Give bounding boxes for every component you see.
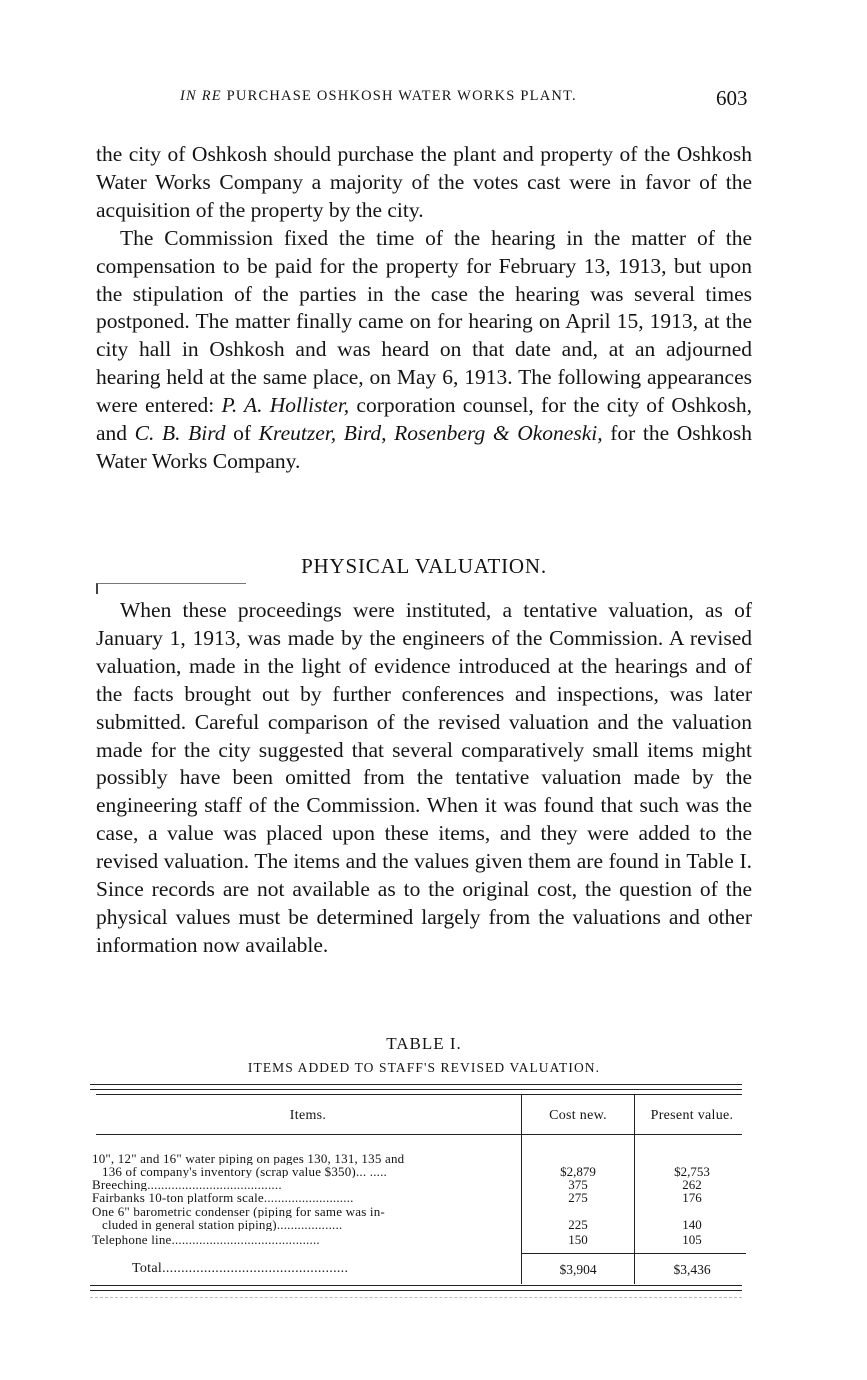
row-3-item: Fairbanks 10-ton platform scale.......................... — [92, 1191, 354, 1204]
counsel-2-of: of — [233, 421, 252, 446]
total-rule — [521, 1253, 746, 1254]
intro-paragraph-2 — [96, 225, 752, 476]
counsel-1-role: corporation counsel, for the city of Oshkosh, and — [96, 393, 752, 446]
section-heading: PHYSICAL VALUATION. — [301, 554, 547, 578]
table-bottom-rule-3 — [90, 1297, 742, 1298]
column-header-present-value: Present value. — [650, 1108, 734, 1123]
running-head-title: PURCHASE OSHKOSH WATER WORKS PLANT. — [226, 88, 577, 104]
row-1-cost-new: $2,879 — [560, 1164, 596, 1179]
intro-paragraph-1: the city of Oshkosh should purchase the plant and property of the Oshkosh Water Works Company a majority of the votes cast were in favor of the acquisition of the property by the city. — [96, 142, 752, 222]
row-1-present-value: $2,753 — [674, 1164, 710, 1179]
paragraph-corner-mark — [96, 583, 246, 594]
page-number: 603 — [716, 86, 748, 110]
table-top-rule-2 — [90, 1089, 742, 1090]
valuation-paragraph: When these proceedings were instituted, a tentative valuation, as of January 1, 1913, was made by the engineers of the Commission. A revised valuation, made in the light of evidence introduced at the hearings and of the facts brought out by further conferences and inspections, was later submitted. Careful comparison of the revised valuation and the valuation made for the city suggested that several comparatively small items might possibly have been omitted from the tentative valuation made by the engineering staff of the Commission. When it was found that such was the case, a value was placed upon these items, and they were added to the revised valuation. The items and the values given them are found in Table I. Since records are not available as to the original cost, the question of the physical values must be determined largely from the valuations and other information now available. — [96, 598, 752, 957]
header-rule — [96, 1134, 742, 1135]
running-head-italic: IN RE — [180, 88, 222, 104]
row-5-cost-new: 150 — [568, 1232, 588, 1247]
row-1-item-line-2: 136 of company's inventory (scrap value $350)... ..... — [102, 1165, 387, 1178]
row-1-item-line-1: 10", 12" and 16" water piping on pages 130, 131, 135 and — [92, 1152, 405, 1165]
hearing-text: The Commission fixed the time of the hearing in the matter of the compensation to be paid for the property for February 13, 1913, but upon the stipulation of the parties in the case the hearing was several times postponed. The matter finally came on for hearing on April 15, 1913, at the city hall in Oshkosh and was heard on that date and, at an adjourned hearing held at the same place, on May 6, 1913. The following appearances were entered: — [96, 225, 752, 418]
running-head — [180, 88, 660, 105]
row-4-item-line-1: One 6" barometric condenser (piping for same was in- — [92, 1205, 385, 1218]
intro-text — [96, 141, 752, 476]
counsel-2-firm: Kreutzer, Bird, Rosenberg & Okoneski, — [258, 421, 603, 446]
row-5-item: Telephone line........................................... — [92, 1233, 320, 1246]
total-cost-new: $3,904 — [559, 1262, 597, 1277]
row-4-present-value: 140 — [682, 1217, 702, 1232]
total-label: Total................................................. — [132, 1261, 349, 1276]
column-header-cost-new: Cost new. — [549, 1108, 607, 1123]
table-top-rule-3 — [96, 1094, 742, 1095]
counsel-2-role: for the Oshkosh Water Works Company. — [96, 421, 753, 473]
row-3-cost-new: 275 — [568, 1190, 588, 1205]
row-2-item: Breeching....................................... — [92, 1178, 282, 1191]
table-caption: ITEMS ADDED TO STAFF'S REVISED VALUATION. — [247, 1060, 601, 1075]
table-bottom-rule-2 — [90, 1290, 742, 1291]
table-title: TABLE I. — [386, 1034, 462, 1053]
row-5-present-value: 105 — [682, 1232, 702, 1247]
row-4-cost-new: 225 — [568, 1217, 588, 1232]
column-divider-2 — [634, 1094, 635, 1284]
row-2-present-value: 262 — [682, 1177, 702, 1192]
row-4-item-line-2: cluded in general station piping)................... — [102, 1218, 343, 1231]
row-2-cost-new: 375 — [568, 1177, 588, 1192]
total-present-value: $3,436 — [673, 1262, 711, 1277]
column-header-items: Items. — [289, 1108, 327, 1123]
table-bottom-rule-1 — [90, 1285, 742, 1286]
counsel-1-name: P. A. Hollister, — [221, 393, 350, 418]
valuation-text — [96, 597, 752, 960]
row-3-present-value: 176 — [682, 1190, 702, 1205]
table-top-rule-1 — [90, 1084, 742, 1085]
counsel-2-name: C. B. Bird — [134, 421, 226, 446]
column-divider-1 — [521, 1094, 522, 1284]
